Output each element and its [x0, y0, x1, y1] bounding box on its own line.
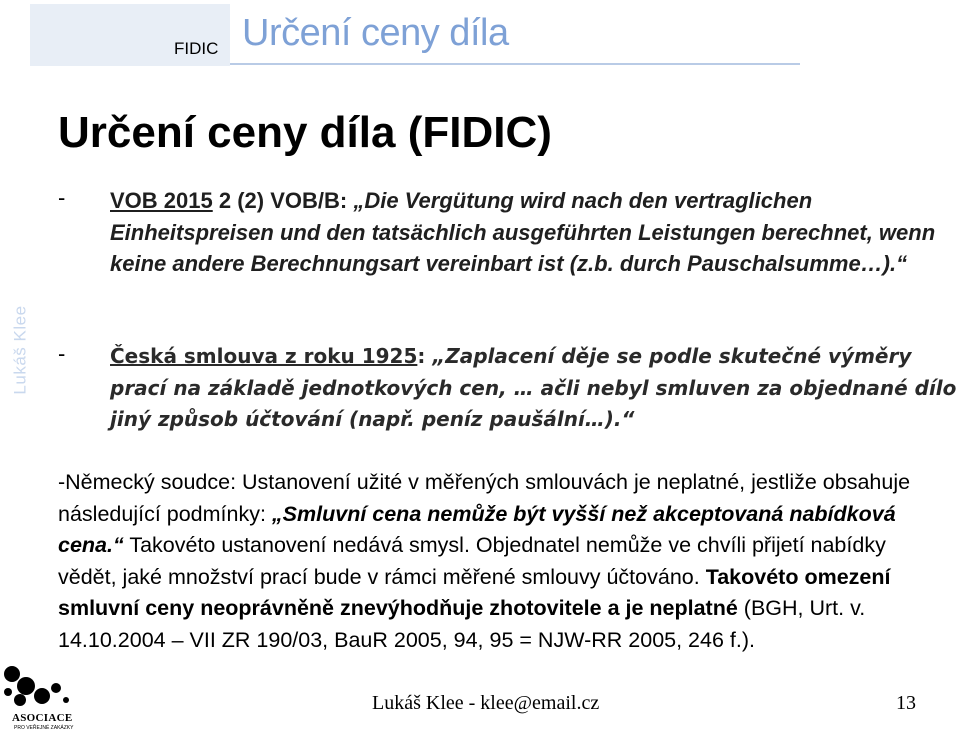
slide-title: Určení ceny díla (FIDIC): [58, 108, 552, 157]
german-judge-bold: Takovéto omezení smluvní ceny neoprávněně znevýhodňuje zhotovitele a je neplatné: [58, 564, 891, 620]
logo-subtext: PRO VEŘEJNÉ ZAKÁZKY: [14, 725, 74, 731]
vob-reference-link[interactable]: VOB 2015: [110, 188, 213, 213]
czech-contract-link[interactable]: Česká smlouva z roku 1925: [110, 344, 418, 368]
bullet-german-judge: [58, 467, 948, 656]
german-judge-intro: -Německý soudce: Ustanovení užité v měřených smlouvách je neplatné, jestliže obsahuje následující podmínky:: [58, 470, 911, 526]
czech-contract-quote: „Zaplacení děje se podle skutečné výměry prací na základě jednotkových cen, … ačli nebyl smluven za objednané dílo jiný způsob účtování (např. peníz paušální…).“: [110, 344, 957, 431]
german-judge-citation: (BGH, Urt. v. 14.10.2004 – VII ZR 190/03, BauR 2005, 94, 95 = NJW-RR 2005, 246 f.).: [58, 596, 866, 652]
czech-contract-colon: :: [417, 344, 433, 368]
bullet-dash-2: -: [58, 341, 66, 366]
header-small-title: FIDIC: [174, 39, 219, 58]
german-judge-text: Takovéto ustanovení nedává smysl. Objednatel nemůže ve chvíli přijetí nabídky vědět, jaké množství prací bude v rámci měřené smlouvy účtováno.: [58, 533, 886, 589]
bullet-vob: [110, 185, 959, 280]
page-number: 13: [896, 692, 916, 714]
header-rule: [230, 63, 800, 65]
german-judge-quote: „Smluvní cena nemůže být vyšší než akceptovaná nabídková cena.“: [58, 501, 896, 557]
logo-text: ASOCIACE: [12, 712, 73, 724]
footer-author: Lukáš Klee - klee@email.cz: [372, 692, 600, 714]
bullet-dash-1: -: [58, 185, 66, 210]
vob-paragraph-ref: 2 (2) VOB/B:: [212, 188, 354, 213]
header-big-title: Určení ceny díla: [242, 12, 509, 54]
side-author-watermark: Lukáš Klee: [10, 305, 30, 395]
bullet-czech-contract: [110, 341, 959, 436]
vob-quote: „Die Vergütung wird nach den vertraglichen Einheitspreisen und den tatsächlich ausgeführten Leistungen berechnet, wenn keine andere Berechnungsart vereinbart ist (z.b. durch Pauschalsumme…).“: [110, 188, 936, 276]
